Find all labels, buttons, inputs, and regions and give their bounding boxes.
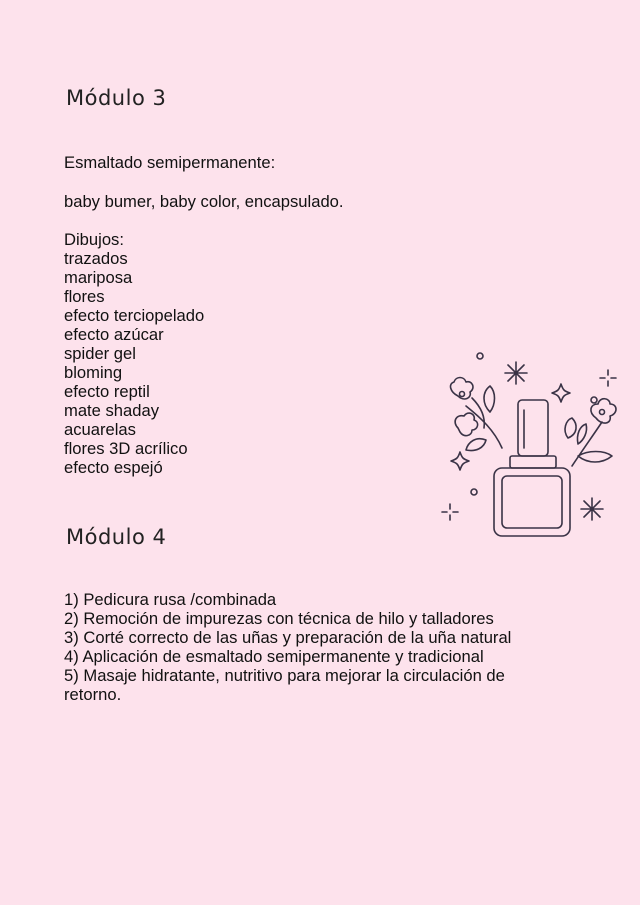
list-item: trazados [64, 249, 128, 268]
nail-polish-bottle-with-flowers-icon [436, 348, 626, 548]
list-item: mate shaday [64, 401, 160, 420]
list-item: bloming [64, 363, 123, 382]
list-item: mariposa [64, 268, 133, 287]
list-item: flores 3D acrílico [64, 439, 188, 458]
list-item: 5) Masaje hidratante, nutritivo para mejorar la circulación de retorno. [64, 666, 505, 704]
list-item: efecto terciopelado [64, 306, 205, 325]
list-item: flores [64, 287, 105, 306]
list-item: 1) Pedicura rusa /combinada [64, 590, 277, 609]
drawings-list [64, 249, 204, 477]
list-item: efecto reptil [64, 382, 150, 401]
list-item: spider gel [64, 344, 136, 363]
list-item: efecto azúcar [64, 325, 164, 344]
list-item: 4) Aplicación de esmaltado semipermanente y tradicional [64, 647, 484, 666]
list-item: efecto espejó [64, 458, 163, 477]
module3-subtitle: Esmaltado semipermanente: [64, 153, 276, 172]
list-item: 2) Remoción de impurezas con técnica de hilo y talladores [64, 609, 494, 628]
module4-list [64, 590, 544, 704]
list-item: 3) Corté correcto de las uñas y preparación de la uña natural [64, 628, 512, 647]
module3-title: Módulo 3 [66, 86, 167, 110]
module4-title: Módulo 4 [66, 525, 167, 549]
list-item: acuarelas [64, 420, 136, 439]
module3-techniques: baby bumer, baby color, encapsulado. [64, 192, 344, 211]
drawings-label: Dibujos: [64, 230, 124, 249]
